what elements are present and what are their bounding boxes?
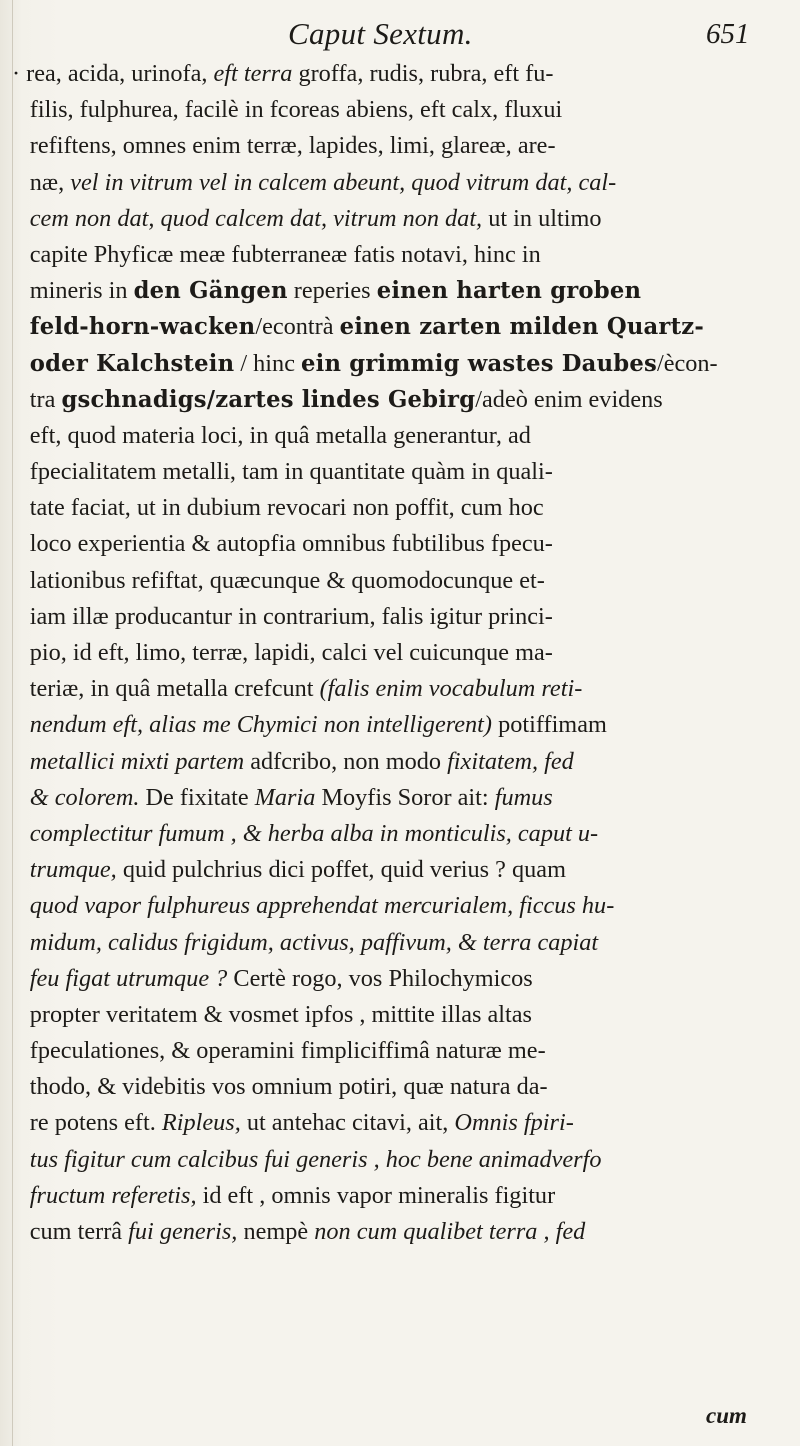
fraktur-text: gschnadigs/zartes lindes Gebirg (61, 385, 476, 413)
text-line (12, 1214, 782, 1250)
roman-text: teriæ, in quâ metalla crefcunt (29, 675, 320, 703)
italic-text: Omnis fpiri- (454, 1109, 574, 1137)
text-line (12, 237, 782, 273)
fraktur-text: einen zarten milden Quartz- (339, 313, 704, 341)
italic-text: midum, calidus frigidum, activus, paffivum, & terra capiat (29, 928, 599, 956)
text-line (12, 1178, 782, 1214)
roman-text: quid pulchrius dici poffet, quid verius ? quam (116, 856, 566, 884)
roman-text: /adeò enim evidens (475, 385, 663, 413)
roman-text: mineris in (29, 277, 134, 305)
roman-text: iam illæ producantur in contrarium, falis igitur princi- (29, 602, 553, 630)
text-line (12, 128, 782, 164)
italic-text: quod vapor fulphureus apprehendat mercurialem, ficcus hu- (29, 892, 615, 920)
text-line (12, 925, 782, 961)
roman-text: næ, (29, 168, 71, 196)
italic-text: Maria (254, 783, 316, 811)
italic-text: fructum referetis, (29, 1181, 197, 1209)
text-line (12, 599, 782, 635)
italic-text: (falis enim vocabulum reti- (319, 675, 583, 703)
text-line (12, 273, 782, 309)
roman-text: potiffimam (492, 711, 607, 739)
roman-text: capite Phyficæ meæ fubterraneæ fatis notavi, hinc in (29, 240, 541, 268)
text-line (12, 707, 782, 743)
italic-text: trumque, (29, 856, 117, 884)
roman-text: reperies (287, 277, 377, 305)
catchword: cum (706, 1403, 747, 1428)
text-line (12, 888, 782, 924)
roman-text: /ècon- (656, 349, 718, 377)
italic-text: non cum qualibet terra , fed (314, 1218, 586, 1245)
roman-text: fpeculationes, & operamini fimpliciffimâ naturæ me- (29, 1037, 546, 1065)
text-line (12, 671, 782, 707)
text-line (12, 201, 782, 237)
page-header (0, 10, 800, 56)
roman-text: pio, id eft, limo, terræ, lapidi, calci vel cuicunque ma- (29, 639, 553, 666)
text-line (12, 997, 782, 1033)
italic-text: vel in vitrum vel in calcem abeunt, quod vitrum dat, cal- (70, 168, 617, 196)
roman-text: eft, quod materia loci, in quâ metalla generantur, ad (29, 421, 531, 449)
text-line (12, 635, 782, 671)
roman-text: nempè (237, 1218, 315, 1245)
text-line (12, 1069, 782, 1105)
italic-text: nendum eft, alias me Chymici non intelligerent) (29, 711, 493, 739)
text-line (12, 382, 782, 418)
fraktur-text: oder Kalchstein (29, 349, 235, 377)
italic-text: complectitur fumum , & herba alba in monticulis, caput u- (29, 819, 599, 847)
italic-text: fixitatem, fed (447, 747, 574, 775)
roman-text: / hinc (234, 349, 302, 377)
roman-text: tra (29, 385, 62, 413)
text-line (12, 309, 782, 345)
roman-text: adfcribo, non modo (244, 747, 448, 775)
text-line (12, 454, 782, 490)
text-line (12, 1033, 782, 1069)
text-line (12, 165, 782, 201)
roman-text: De fixitate (139, 783, 255, 811)
text-line (12, 744, 782, 780)
roman-text: · rea, acida, urinofa, (12, 60, 214, 87)
roman-text: propter veritatem & vosmet ipfos , mittite illas altas (29, 1000, 532, 1028)
italic-text: fumus (494, 783, 553, 811)
text-line (12, 852, 782, 888)
roman-text: filis, fulphurea, facilè in fcoreas abiens, eft calx, fluxui (29, 96, 563, 124)
italic-text: metallici mixti partem (29, 747, 245, 775)
italic-text: eft terra (213, 60, 293, 87)
roman-text: loco experientia & autopfia omnibus fubtilibus fpecu- (29, 530, 553, 558)
italic-text: & colorem. (29, 783, 140, 811)
italic-text: cem non dat, quod calcem dat, vitrum non dat, (29, 204, 483, 232)
body-text (12, 56, 792, 1250)
fraktur-text: den Gängen (133, 277, 288, 305)
italic-text: fui generis, (128, 1218, 238, 1245)
italic-text: feu figat utrumque ? (29, 964, 228, 992)
roman-text: Certè rogo, vos Philochymicos (227, 964, 533, 992)
roman-text: re potens eft. (29, 1109, 162, 1137)
text-line (12, 56, 782, 92)
text-line (12, 490, 782, 526)
text-line (12, 961, 782, 997)
page-number: 651 (706, 18, 750, 50)
roman-text: groffa, rudis, rubra, eft fu- (292, 60, 554, 87)
fraktur-text: feld-horn-wacken (29, 313, 256, 341)
text-line (12, 346, 782, 382)
text-line (12, 780, 782, 816)
roman-text: cum terrâ (29, 1218, 129, 1245)
text-line (12, 1105, 782, 1141)
text-line (12, 526, 782, 562)
roman-text: Moyfis Soror ait: (315, 783, 495, 811)
italic-text: tus figitur cum calcibus fui generis , hoc bene animadverfo (29, 1145, 602, 1173)
italic-text: Ripleus, (161, 1109, 241, 1137)
text-line (12, 563, 782, 599)
fraktur-text: ein grimmig wastes Daubes (301, 349, 657, 377)
text-line (12, 816, 782, 852)
text-line (12, 92, 782, 128)
roman-text: id eft , omnis vapor mineralis figitur (196, 1181, 556, 1209)
text-line (12, 1142, 782, 1178)
fraktur-text: einen harten groben (376, 277, 642, 305)
roman-text: tate faciat, ut in dubium revocari non poffit, cum hoc (29, 494, 544, 522)
running-head: Caput Sextum. (288, 16, 473, 51)
roman-text: lationibus refiftat, quæcunque & quomodocunque et- (29, 566, 545, 594)
roman-text: ut antehac citavi, ait, (240, 1109, 455, 1137)
roman-text: /econtrà (255, 313, 340, 341)
roman-text: fpecialitatem metalli, tam in quantitate quàm in quali- (29, 458, 553, 486)
text-line (12, 418, 782, 454)
roman-text: thodo, & videbitis vos omnium potiri, quæ natura da- (29, 1073, 548, 1101)
roman-text: ut in ultimo (482, 204, 602, 232)
roman-text: refiftens, omnes enim terræ, lapides, limi, glareæ, are- (29, 132, 556, 160)
